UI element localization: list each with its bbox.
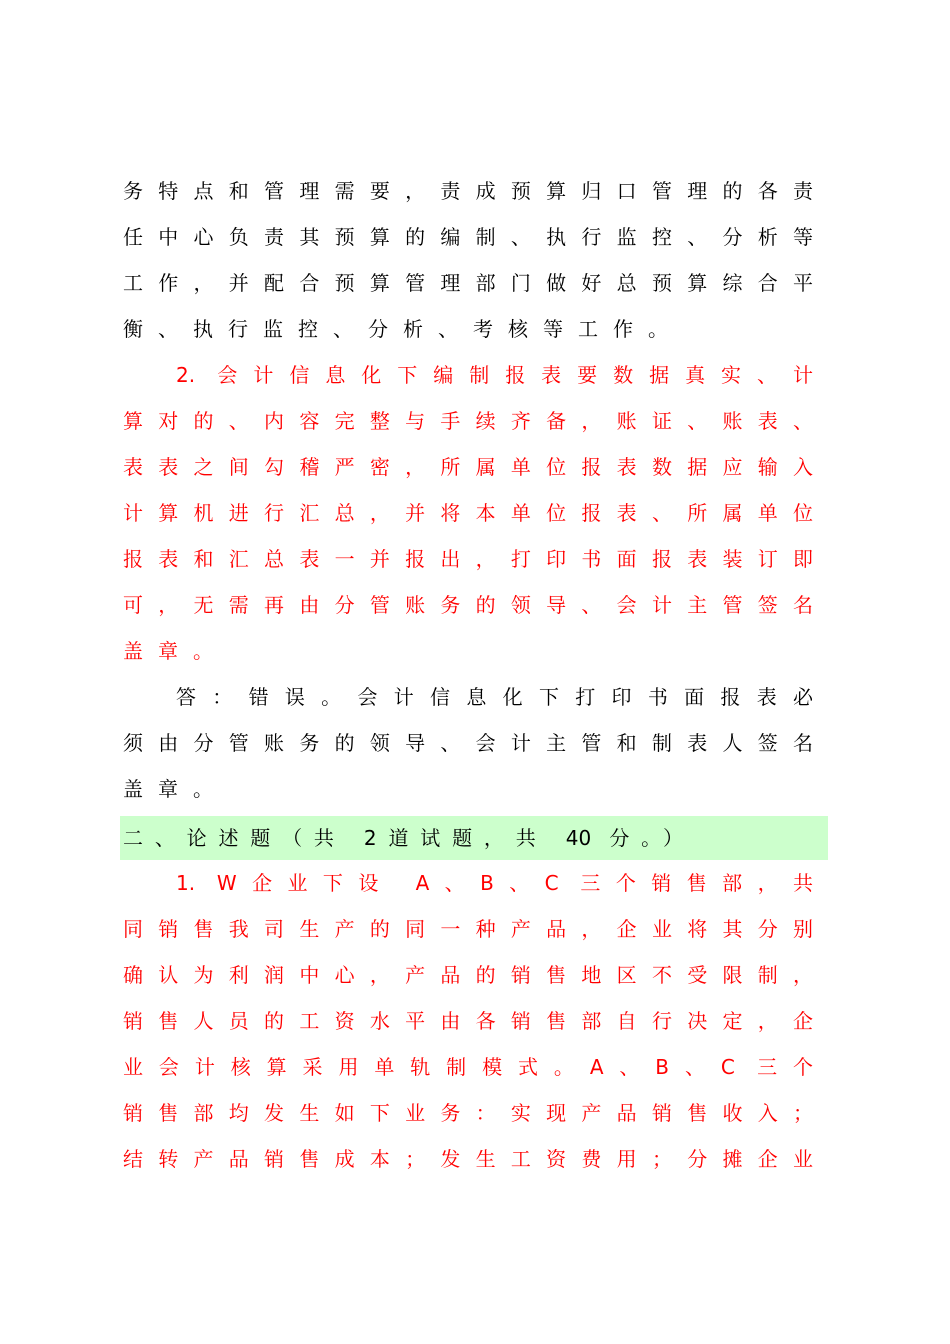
essay-1-line-6: 销售部均发生如下业务：实现产品销售收入；: [123, 1101, 813, 1125]
essay-1-line-2: 同销售我司生产的同一种产品，企业将其分别: [123, 917, 813, 941]
essay-1-line-3: 确认为利润中心，产品的销售地区不受限制，: [123, 963, 813, 987]
paragraph-1-line-4: 衡、执行监控、分析、考核等工作。: [123, 317, 683, 341]
essay-1-line-1: 1. W企业下设 A、B、C 三个销售部，共: [176, 871, 813, 895]
question-2-line-5: 报表和汇总表一并报出，打印书面报表装订即: [123, 547, 813, 571]
essay-1-line-7: 结转产品销售成本；发生工资费用；分摊企业: [123, 1147, 813, 1171]
question-2-line-6: 可，无需再由分管账务的领导、会计主管签名: [123, 593, 813, 617]
question-2-line-3: 表表之间勾稽严密，所属单位报表数据应输入: [123, 455, 813, 479]
answer-2-line-1: 答：错误。会计信息化下打印书面报表必: [176, 685, 813, 709]
answer-2-line-2: 须由分管账务的领导、会计主管和制表人签名: [123, 731, 813, 755]
paragraph-1-line-3: 工作，并配合预算管理部门做好总预算综合平: [123, 271, 813, 295]
section-2-heading: 二、论述题（共 2道试题，共 40 分。）: [123, 826, 683, 850]
essay-1-line-4: 销售人员的工资水平由各销售部自行决定，企: [123, 1009, 813, 1033]
essay-1-line-5: 业会计核算采用单轨制模式。A、B、C 三个: [123, 1055, 813, 1079]
question-2-line-2: 算对的、内容完整与手续齐备，账证、账表、: [123, 409, 813, 433]
answer-2-line-3: 盖章。: [123, 777, 228, 801]
section-heading-band: [120, 816, 828, 860]
question-2-line-7: 盖章。: [123, 639, 228, 663]
question-2-line-1: 2. 会计信息化下编制报表要数据真实、计: [176, 363, 813, 387]
paragraph-1-line-1: 务特点和管理需要，责成预算归口管理的各责: [123, 179, 813, 203]
paragraph-1-line-2: 任中心负责其预算的编制、执行监控、分析等: [123, 225, 813, 249]
question-2-line-4: 计算机进行汇总，并将本单位报表、所属单位: [123, 501, 813, 525]
